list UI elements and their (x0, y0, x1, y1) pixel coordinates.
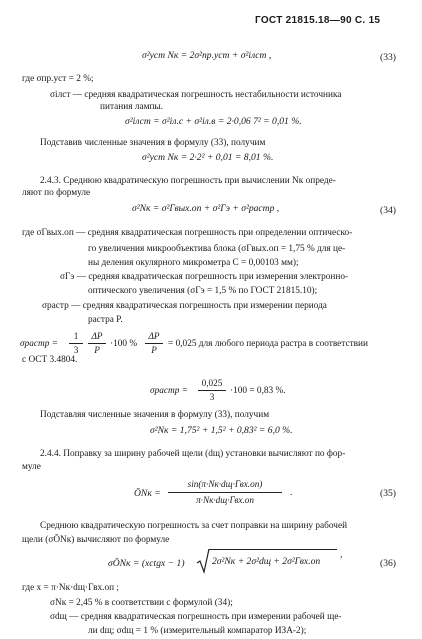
fraction-numerator: 1 (73, 331, 79, 341)
formula-33: σ²уст Nк = 2σ²пр.уст + σ²iлст , (142, 50, 272, 61)
definition-line: оптического увеличения (σГэ = 1,5 % по ГОСТ 21815.10); (88, 286, 318, 296)
fraction-tail: ·100 = 0,83 %. (230, 386, 286, 396)
fraction-numerator: sin(π·Nк·dщ·Гвх.оп) (187, 479, 263, 489)
formula-34: σ²Nк = σ²Гвых.оп + σ²Гэ + σ²растр , (132, 203, 280, 214)
fraction-numerator: ΔP (148, 331, 160, 341)
formula-number-33: (33) (380, 52, 396, 63)
formula-number-36: (36) (380, 558, 396, 569)
fraction-denominator: P (94, 345, 100, 355)
radical-bar (209, 549, 337, 550)
where-line: где x = π·Nк·dщ·Гвх.оп ; (22, 583, 120, 593)
definition-line: σГэ — средняя квадратическая погрешность при измерения электронно- (60, 272, 349, 282)
fraction-bar (69, 343, 83, 344)
fraction-denominator: 3 (209, 392, 215, 402)
sqrt-sign-icon (196, 548, 210, 574)
formula-35-lhs: ŌNк = (134, 488, 161, 499)
formula-35-dot: . (290, 488, 293, 498)
page-header: ГОСТ 21815.18—90 С. 15 (255, 15, 381, 26)
definition-line: σiлст — средняя квадратическая погрешность нестабильности источника (50, 90, 342, 100)
formula-36-comma: , (340, 550, 343, 560)
paragraph-line: 2.4.4. Поправку за ширину рабочей щели (dщ) установки вычисляют по фор- (40, 449, 346, 459)
definition-line: питания лампы. (100, 102, 163, 112)
fraction-denominator: 3 (73, 345, 79, 355)
paragraph-line: щели (σŌNк) вычисляют по формуле (22, 535, 170, 545)
definition-line: σNк = 2,45 % в соответствии с формулой (34); (50, 598, 233, 608)
fraction-bar (198, 390, 226, 391)
paragraph-line: муле (22, 462, 41, 472)
formula-number-34: (34) (380, 205, 396, 216)
fraction-bar (145, 343, 163, 344)
fraction-denominator: P (151, 345, 157, 355)
formula-36-lhs: σŌNк = (xctgx − 1) (108, 558, 185, 569)
formula-number-35: (35) (380, 488, 396, 499)
definition-line: го увеличения микрообъектива блока (σГвых.оп = 1,75 % для це- (88, 244, 346, 254)
formula-il: σ²iлст = σ²iл.с + σ²iл.в = 2·0,06 7² = 0,01 %. (125, 116, 302, 127)
paragraph-line: ляют по формуле (22, 188, 91, 198)
fraction-denominator: π·Nк·dщ·Гвх.оп (196, 495, 254, 505)
result-34: σ²Nк = 1,75² + 1,5² + 0,83² = 6,0 %. (150, 425, 293, 436)
paragraph-line: Подставляя численные значения в формулу (33), получим (40, 410, 270, 420)
paragraph-line: Среднюю квадратическую погрешность за счет поправки на ширину рабочей (40, 521, 348, 531)
definition-line: растра P. (88, 315, 123, 325)
fraction-numerator: 0,025 (201, 378, 223, 388)
fraction-numerator: ΔP (91, 331, 103, 341)
fraction-lhs: σрастр = (20, 339, 58, 349)
paragraph-line: 2.4.3. Среднюю квадратическую погрешность при вычислении Nк опреде- (40, 176, 336, 186)
definition-line: ны деления окулярного микрометра C = 0,00103 мм); (88, 258, 299, 268)
fraction-bar (168, 492, 282, 493)
definition-line: σdщ — средняя квадратическая погрешность при измерении рабочей ще- (50, 612, 342, 622)
fraction-multiplier: ·100 % (110, 339, 138, 349)
where-line: где σпр.уст = 2 %; (22, 74, 94, 84)
fraction-tail: = 0,025 для любого периода растра в соответствии (168, 339, 369, 349)
paragraph-line: с ОСТ 3.4804. (22, 355, 78, 365)
fraction-bar (88, 343, 106, 344)
definition-line: где σГвых.оп — средняя квадратическая погрешность при определении оптическо- (22, 228, 353, 238)
definition-line: ли dщ; σdщ = 1 % (измерительный компаратор ИЗА-2); (88, 626, 307, 636)
result-33: σ²уст Nк = 2·2² + 0,01 = 8,01 %. (142, 152, 274, 163)
definition-line: σрастр — средняя квадратическая погрешность при измерении периода (42, 301, 327, 311)
fraction-lhs: σрастр = (150, 386, 188, 396)
paragraph-line: Подставив численные значения в формулу (33), получим (40, 138, 266, 148)
formula-36-radicand: 2σ²Nк + 2σ²dщ + 2σ²Гвх.оп (212, 556, 321, 567)
